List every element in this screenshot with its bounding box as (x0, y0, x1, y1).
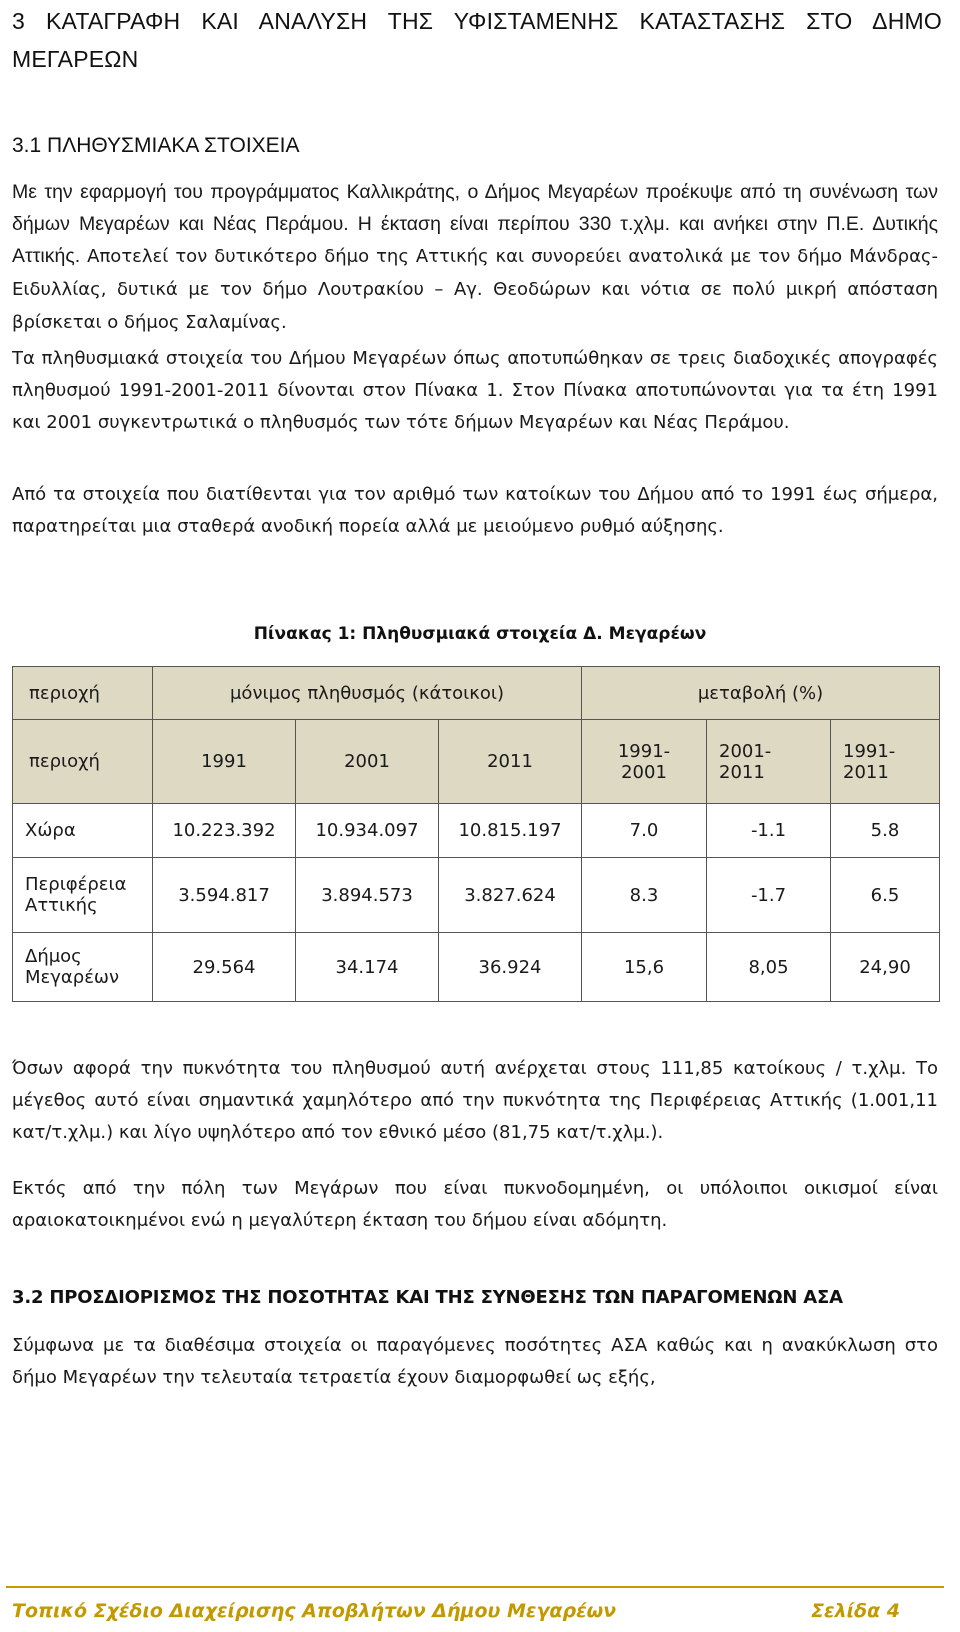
row-area: Χώρα (13, 804, 153, 858)
row-change-1991-2001: 8.3 (582, 858, 707, 933)
subheader-change-2001-2011-line1: 2001- (719, 740, 772, 762)
subheader-change-1991-2001 (582, 720, 707, 804)
header-change: μεταβολή (%) (582, 667, 940, 720)
subheader-change-1991-2011-line1: 1991- (843, 740, 896, 762)
row-area (13, 933, 153, 1002)
header-population: μόνιμος πληθυσμός (κάτοικοι) (153, 667, 582, 720)
subheader-area: περιοχή (13, 720, 153, 804)
row-area-line2: Μεγαρέων (25, 967, 120, 988)
paragraph-density: Όσων αφορά την πυκνότητα του πληθυσμού αυτή ανέρχεται στους 111,85 κατοίκους / τ.χλμ. Το μέγεθος αυτό είναι σημαντικά χαμηλότερο από την πυκνότητα της Περιφέρειας Αττικής (1.001,11 κατ/τ.χλμ.) και λίγο υψηλότερο από τον εθνικό μέσο (81,75 κατ/τ.χλμ.). (12, 1058, 938, 1143)
section-3-2-title: 3.2 ΠΡΟΣΔΙΟΡΙΣΜΟΣ ΤΗΣ ΠΟΣΟΤΗΤΑΣ ΚΑΙ ΤΗΣ ΣΥΝΘΕΣΗΣ ΤΩΝ ΠΑΡΑΓΟΜΕΝΩΝ ΑΣΑ (12, 1287, 843, 1308)
paragraph-intro (12, 176, 938, 339)
row-change-1991-2011: 24,90 (831, 933, 940, 1002)
row-pop-2011: 36.924 (439, 933, 582, 1002)
paragraph-waste: Σύμφωνα με τα διαθέσιμα στοιχεία οι παραγόμενες ποσότητες ΑΣΑ καθώς και η ανακύκλωση στο δήμο Μεγαρέων την τελευταία τετραετία έχουν διαμορφωθεί ως εξής, (12, 1335, 938, 1388)
section-3-1-title: 3.1 ΠΛΗΘΥΣΜΙΑΚΑ ΣΤΟΙΧΕΙΑ (12, 134, 300, 157)
row-area (13, 858, 153, 933)
row-change-2001-2011: -1.7 (707, 858, 831, 933)
footer-page-number: Σελίδα 4 (811, 1600, 900, 1622)
row-change-1991-2001: 7.0 (582, 804, 707, 858)
row-pop-2001: 34.174 (296, 933, 439, 1002)
subheader-change-1991-2001-line2: 2001 (621, 761, 667, 783)
subheader-change-2001-2011-line2: 2011 (719, 761, 765, 783)
subheader-2001: 2001 (296, 720, 439, 804)
row-change-2001-2011: -1.1 (707, 804, 831, 858)
subheader-change-1991-2011-line2: 2011 (843, 761, 889, 783)
population-table (12, 666, 940, 1002)
header-area: περιοχή (13, 667, 153, 720)
paragraph-intro-part1: Με την εφαρμογή του προγράμματος Καλλικράτης, ο Δήμος Μεγαρέων προέκυψε από τη συνένωση των δήμων Μεγαρέων και Νέας Περάμου. Η έκταση είναι περίπου 330 τ.χλμ. και ανήκει στην Π.Ε. Δυτικής Αττικής. (12, 181, 938, 267)
subheader-change-2001-2011 (707, 720, 831, 804)
row-pop-1991: 29.564 (153, 933, 296, 1002)
footer-document-title: Τοπικό Σχέδιο Διαχείρισης Αποβλήτων Δήμου Μεγαρέων (12, 1600, 617, 1622)
row-area-line2: Αττικής (25, 895, 98, 916)
footer-rule (6, 1586, 944, 1588)
table-header-row (13, 667, 940, 720)
paragraph-intro-part2: Αποτελεί τον δυτικότερο δήμο της Αττικής και συνορεύει ανατολικά με τον δήμο Μάνδρας-Ειδυλλίας, δυτικά με τον δήμο Λουτρακίου – Αγ. Θεοδώρων και νότια σε πολύ μικρή απόσταση βρίσκεται ο δήμος Σαλαμίνας. (12, 246, 938, 333)
subheader-change-1991-2011 (831, 720, 940, 804)
row-pop-2001: 10.934.097 (296, 804, 439, 858)
section-3-title: 3 ΚΑΤΑΓΡΑΦΗ ΚΑΙ ΑΝΑΛΥΣΗ ΤΗΣ ΥΦΙΣΤΑΜΕΝΗΣ ΚΑΤΑΣΤΑΣΗΣ ΣΤΟ ΔΗΜΟ ΜΕΓΑΡΕΩΝ (12, 8, 942, 72)
table-row (13, 804, 940, 858)
row-change-1991-2011: 6.5 (831, 858, 940, 933)
row-pop-1991: 10.223.392 (153, 804, 296, 858)
table-row (13, 858, 940, 933)
paragraph-trend: Από τα στοιχεία που διατίθενται για τον αριθμό των κατοίκων του Δήμου από το 1991 έως σήμερα, παρατηρείται μια σταθερά ανοδική πορεία αλλά με μειούμενο ρυθμό αύξησης. (12, 484, 938, 537)
subheader-2011: 2011 (439, 720, 582, 804)
row-pop-2011: 3.827.624 (439, 858, 582, 933)
table-row (13, 933, 940, 1002)
row-area-line1: Δήμος (25, 946, 82, 967)
subheader-1991: 1991 (153, 720, 296, 804)
paragraph-settlements: Εκτός από την πόλη των Μεγάρων που είναι πυκνοδομημένη, οι υπόλοιποι οικισμοί είναι αραιοκατοικημένοι ενώ η μεγαλύτερη έκταση του δήμου είναι αδόμητη. (12, 1178, 938, 1231)
paragraph-census: Τα πληθυσμιακά στοιχεία του Δήμου Μεγαρέων όπως αποτυπώθηκαν σε τρεις διαδοχικές απογραφές πληθυσμού 1991-2001-2011 δίνονται στον Πίνακα 1. Στον Πίνακα αποτυπώνονται για τα έτη 1991 και 2001 συγκεντρωτικά ο πληθυσμός των τότε δήμων Μεγαρέων και Νέας Περάμου. (12, 348, 938, 433)
row-change-1991-2001: 15,6 (582, 933, 707, 1002)
row-pop-2001: 3.894.573 (296, 858, 439, 933)
row-pop-2011: 10.815.197 (439, 804, 582, 858)
table-caption: Πίνακας 1: Πληθυσμιακά στοιχεία Δ. Μεγαρέων (253, 624, 707, 644)
row-pop-1991: 3.594.817 (153, 858, 296, 933)
table-subheader-row (13, 720, 940, 804)
row-change-1991-2011: 5.8 (831, 804, 940, 858)
subheader-change-1991-2001-line1: 1991- (617, 740, 671, 762)
row-area-line1: Περιφέρεια (25, 874, 127, 895)
row-change-2001-2011: 8,05 (707, 933, 831, 1002)
